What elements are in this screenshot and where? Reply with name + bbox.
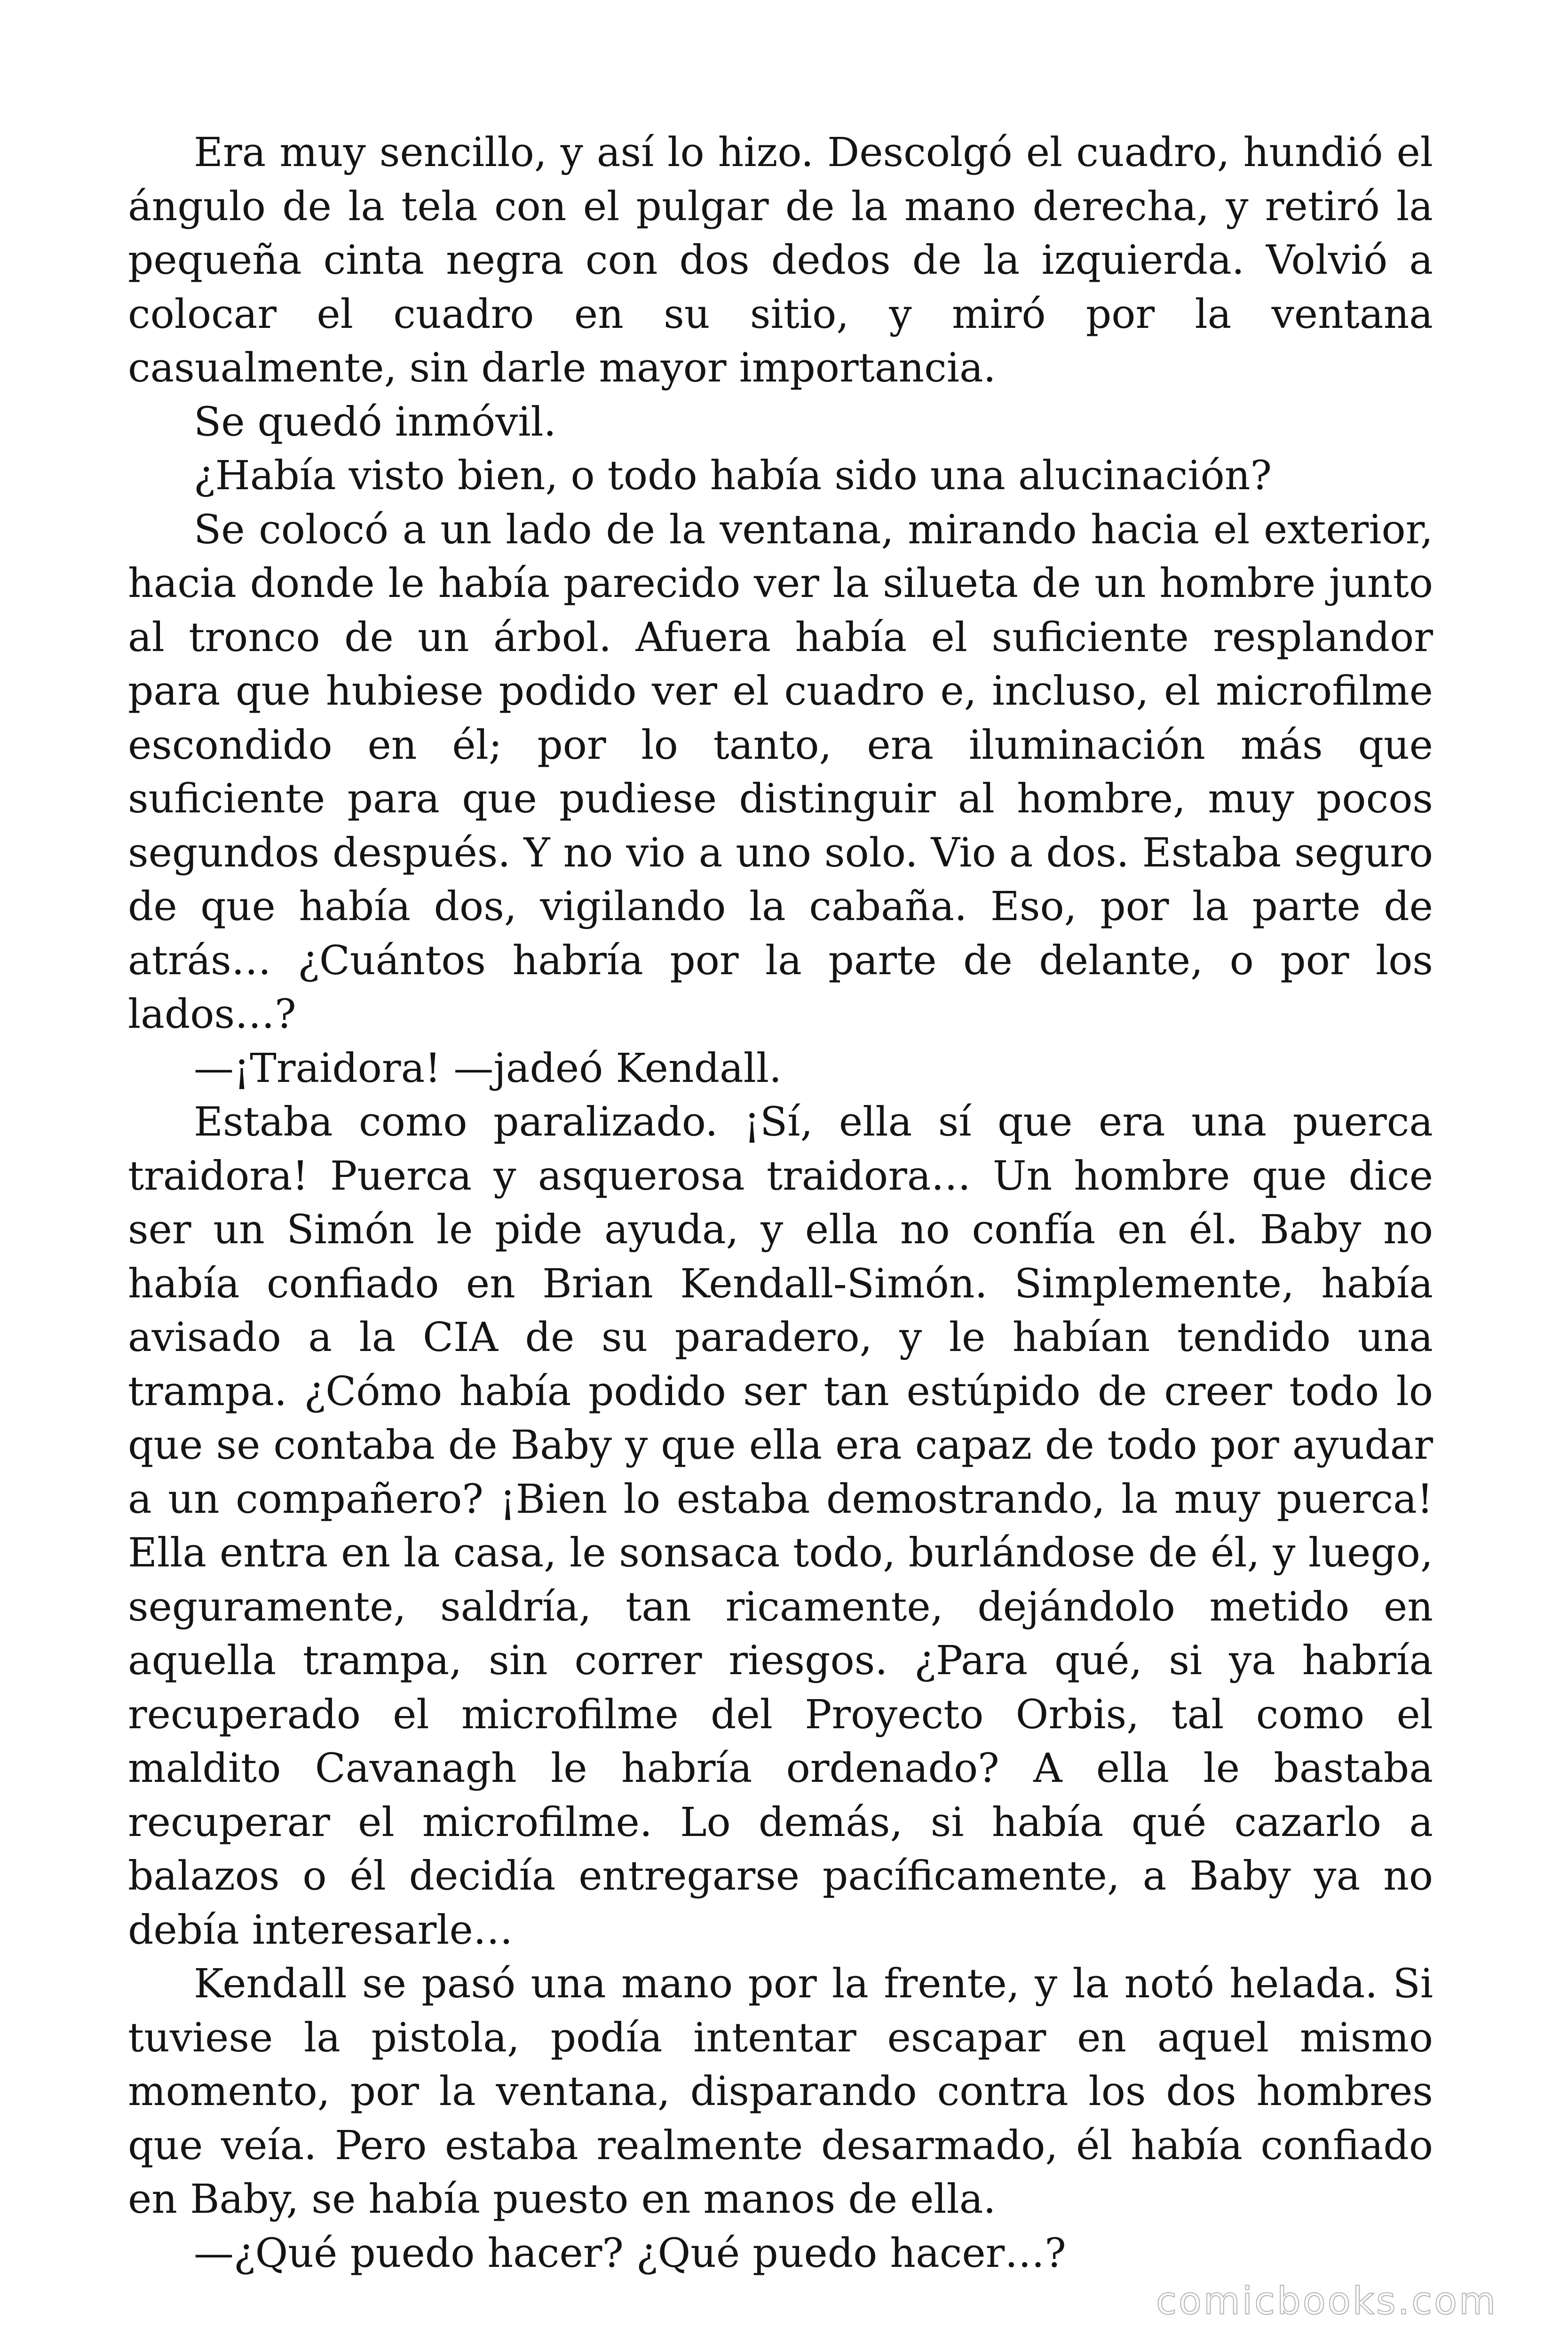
paragraph-3: ¿Había visto bien, o todo había sido una alucinación? bbox=[194, 453, 1272, 499]
paragraph-7: Kendall se pasó una mano por la frente, y la notó helada. Si tuviese la pistola, podía intentar escapar en aquel mismo momento, por la ventana, disparando contra los dos hombres que veía. Pero estaba realmente desarmado, él había confiado en Baby, se había puesto en manos de ella. bbox=[128, 1961, 1433, 2223]
text-body bbox=[128, 126, 1433, 2280]
paragraph-6: Estaba como paralizado. ¡Sí, ella sí que era una puerca traidora! Puerca y asquerosa traidora… Un hombre que dice ser un Simón le pide ayuda, y ella no confía en él. Baby no había confiado en Brian Kendall-Simón. Simplemente, había avisado a la CIA de su paradero, y le habían tendido una trampa. ¿Cómo había podido ser tan estúpido de creer todo lo que se contaba de Baby y que ella era capaz de todo por ayudar a un compañero? ¡Bien lo estaba demostrando, la muy puerca! Ella entra en la casa, le sonsaca todo, burlándose de él, y luego, seguramente, saldría, tan ricamente, dejándolo metido en aquella trampa, sin correr riesgos. ¿Para qué, si ya habría recuperado el microfilme del Proyecto Orbis, tal como el maldito Cavanagh le habría ordenado? A ella le bastaba recuperar el microfilme. Lo demás, si había qué cazarlo a balazos o él decidía entregarse pacíficamente, a Baby ya no debía interesarle… bbox=[128, 1099, 1433, 1954]
paragraph-8: —¿Qué puedo hacer? ¿Qué puedo hacer…? bbox=[194, 2230, 1066, 2277]
paragraph-1: Era muy sencillo, y así lo hizo. Descolgó el cuadro, hundió el ángulo de la tela con el pulgar de la mano derecha, y retiró la pequeña cinta negra con dos dedos de la izquierda. Volvió a colocar el cuadro en su sitio, y miró por la ventana casualmente, sin darle mayor importancia. bbox=[128, 129, 1433, 391]
paragraph-5: —¡Traidora! —jadeó Kendall. bbox=[194, 1045, 782, 1092]
paragraph-4: Se colocó a un lado de la ventana, mirando hacia el exterior, hacia donde le había parecido ver la silueta de un hombre junto al tronco de un árbol. Afuera había el suficiente resplandor para que hubiese podido ver el cuadro e, incluso, el microfilme escondido en él; por lo tanto, era iluminación más que suficiente para que pudiese distinguir al hombre, muy pocos segundos después. Y no vio a uno solo. Vio a dos. Estaba seguro de que había dos, vigilando la cabaña. Eso, por la parte de atrás… ¿Cuántos habría por la parte de delante, o por los lados…? bbox=[128, 506, 1433, 1038]
paragraph-2: Se quedó inmóvil. bbox=[194, 398, 556, 445]
watermark: comicbooks.com bbox=[1156, 2279, 1497, 2323]
